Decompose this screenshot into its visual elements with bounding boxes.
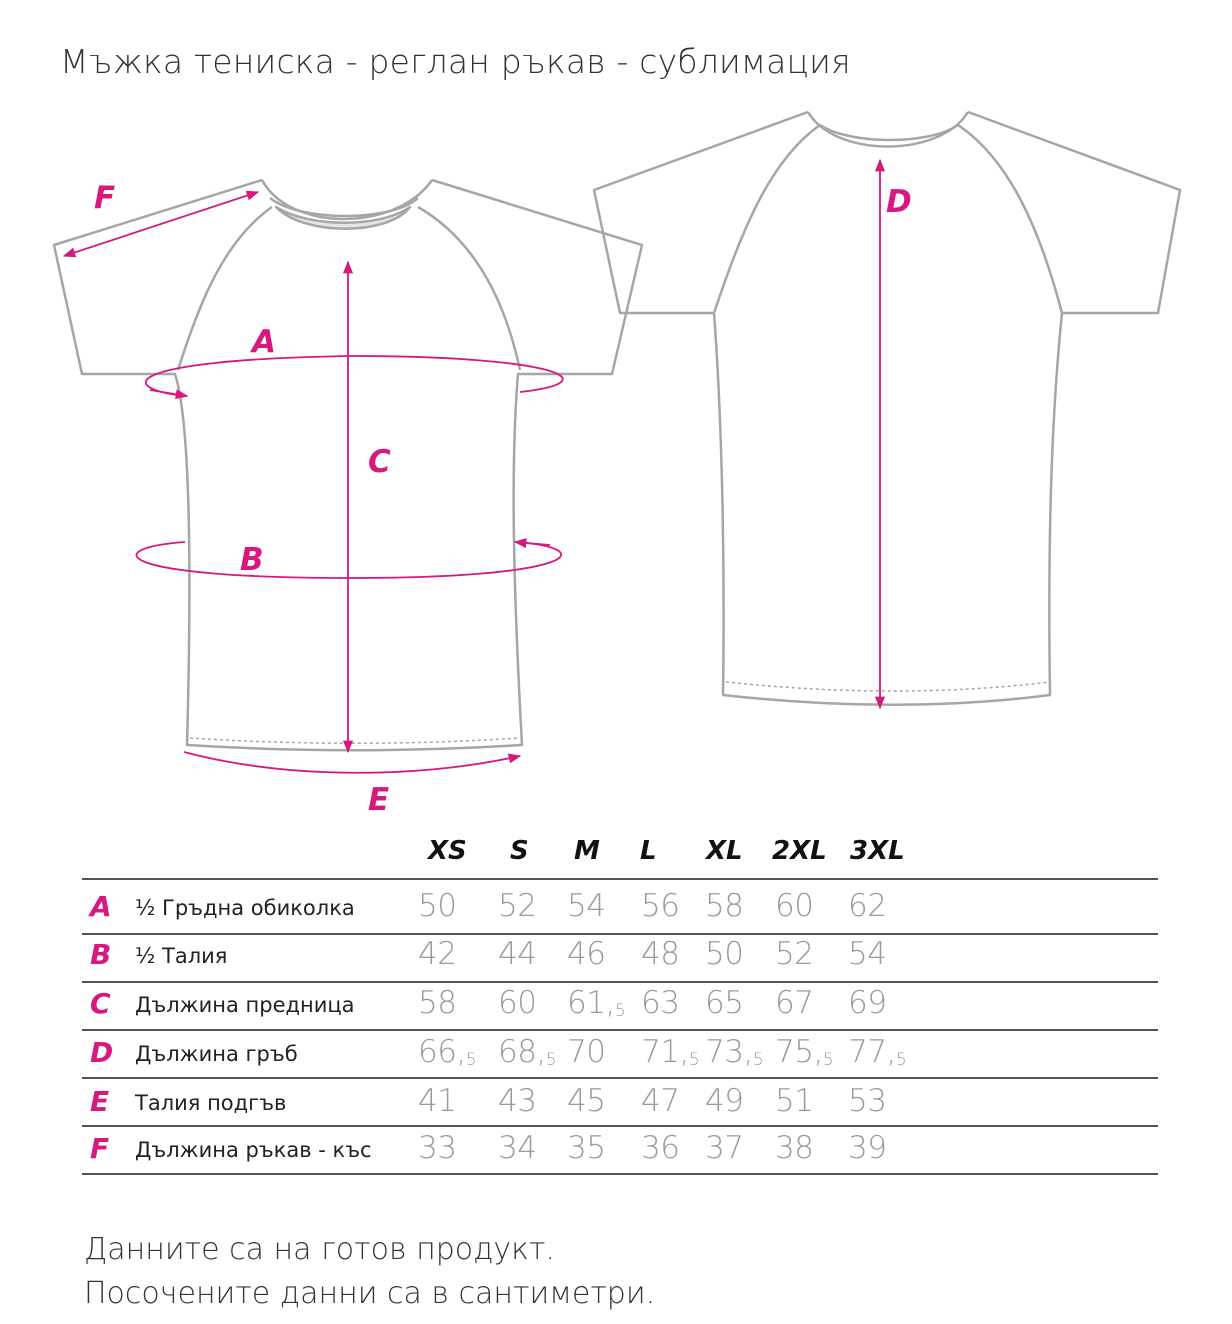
decimal-part: 5 bbox=[545, 1050, 557, 1070]
table-cell: 36 bbox=[641, 1130, 680, 1166]
table-cell: 60 bbox=[498, 985, 537, 1021]
measure-label-f: F bbox=[94, 180, 116, 216]
size-header: L bbox=[640, 836, 657, 866]
table-cell: 56 bbox=[641, 888, 680, 924]
measurement-labels bbox=[94, 180, 912, 818]
table-cell: $68,_5$ bbox=[498, 1034, 557, 1070]
table-divider bbox=[82, 1173, 1158, 1175]
table-cell: 63 bbox=[641, 985, 680, 1021]
table-cell: 41 bbox=[418, 1083, 457, 1119]
table-cell: 67 bbox=[775, 985, 814, 1021]
table-cell: 54 bbox=[848, 936, 887, 972]
decimal-part: 5 bbox=[465, 1050, 477, 1070]
table-cell: 58 bbox=[705, 888, 744, 924]
table-cell: 42 bbox=[418, 936, 457, 972]
table-cell: 51 bbox=[775, 1083, 814, 1119]
table-cell: 37 bbox=[705, 1130, 744, 1166]
row-letter: D bbox=[90, 1036, 114, 1069]
size-header: XL bbox=[706, 836, 743, 866]
row-letter: A bbox=[90, 890, 112, 923]
measure-label-e: E bbox=[368, 782, 390, 818]
table-cell: 54 bbox=[567, 888, 606, 924]
table-cell: $71,_5$ bbox=[641, 1034, 700, 1070]
table-cell: $75,_5$ bbox=[775, 1034, 834, 1070]
table-cell: 62 bbox=[848, 888, 887, 924]
decimal-part: 5 bbox=[688, 1050, 700, 1070]
table-cell: 70 bbox=[567, 1034, 606, 1070]
row-measure-name: ½ Гръдна обиколка bbox=[135, 896, 355, 920]
row-measure-name: Дължина ръкав - къс bbox=[135, 1138, 372, 1162]
table-cell: 35 bbox=[567, 1130, 606, 1166]
table-cell: 50 bbox=[705, 936, 744, 972]
table-cell: 45 bbox=[567, 1083, 606, 1119]
table-divider bbox=[82, 1125, 1158, 1127]
table-cell: 34 bbox=[498, 1130, 537, 1166]
size-header: S bbox=[510, 836, 529, 866]
table-cell: 60 bbox=[775, 888, 814, 924]
table-cell: 52 bbox=[498, 888, 537, 924]
size-header: XS bbox=[428, 836, 467, 866]
note-finished-product: Данните са на готов продукт. bbox=[84, 1232, 555, 1267]
row-letter: C bbox=[90, 987, 111, 1020]
table-divider bbox=[82, 878, 1158, 880]
row-letter: B bbox=[90, 938, 112, 971]
table-cell: $77,_5$ bbox=[848, 1034, 907, 1070]
table-cell: 46 bbox=[567, 936, 606, 972]
row-measure-name: Талия подгъв bbox=[135, 1091, 287, 1115]
decimal-part: 5 bbox=[895, 1050, 907, 1070]
measure-label-d: D bbox=[886, 184, 912, 220]
measure-label-b: B bbox=[240, 542, 264, 578]
table-cell: $61,_5$ bbox=[567, 985, 626, 1021]
table-cell: 50 bbox=[418, 888, 457, 924]
table-divider bbox=[82, 981, 1158, 983]
size-header: 2XL bbox=[772, 836, 827, 866]
table-cell: 39 bbox=[848, 1130, 887, 1166]
row-measure-name: Дължина предница bbox=[135, 993, 355, 1017]
size-header: M bbox=[574, 836, 600, 866]
measure-e-line bbox=[184, 752, 520, 773]
page-title: Мъжка тениска - реглан ръкав - сублимация bbox=[60, 42, 851, 81]
table-cell: 48 bbox=[641, 936, 680, 972]
decimal-part: 5 bbox=[752, 1050, 764, 1070]
decimal-part: 5 bbox=[614, 1001, 626, 1021]
row-measure-name: Дължина гръб bbox=[135, 1042, 298, 1066]
measure-a-arrow bbox=[150, 390, 187, 396]
table-cell: 65 bbox=[705, 985, 744, 1021]
table-cell: 49 bbox=[705, 1083, 744, 1119]
table-cell: 43 bbox=[498, 1083, 537, 1119]
row-letter: E bbox=[90, 1085, 110, 1118]
measure-label-a: A bbox=[252, 324, 276, 360]
table-cell: $66,_5$ bbox=[418, 1034, 477, 1070]
table-cell: 69 bbox=[848, 985, 887, 1021]
note-units: Посочените данни са в сантиметри. bbox=[84, 1276, 656, 1311]
table-divider bbox=[82, 1029, 1158, 1031]
row-letter: F bbox=[90, 1132, 110, 1165]
table-cell: 44 bbox=[498, 936, 537, 972]
table-cell: 33 bbox=[418, 1130, 457, 1166]
row-measure-name: ½ Талия bbox=[135, 944, 228, 968]
table-cell: 38 bbox=[775, 1130, 814, 1166]
table-cell: 53 bbox=[848, 1083, 887, 1119]
table-divider bbox=[82, 1077, 1158, 1079]
measure-label-c: C bbox=[368, 444, 391, 480]
table-cell: 47 bbox=[641, 1083, 680, 1119]
table-cell: $73,_5$ bbox=[705, 1034, 764, 1070]
table-cell: 52 bbox=[775, 936, 814, 972]
table-cell: 58 bbox=[418, 985, 457, 1021]
decimal-part: 5 bbox=[822, 1050, 834, 1070]
size-header: 3XL bbox=[850, 836, 905, 866]
table-divider bbox=[82, 933, 1158, 935]
measure-a-line bbox=[146, 356, 563, 396]
